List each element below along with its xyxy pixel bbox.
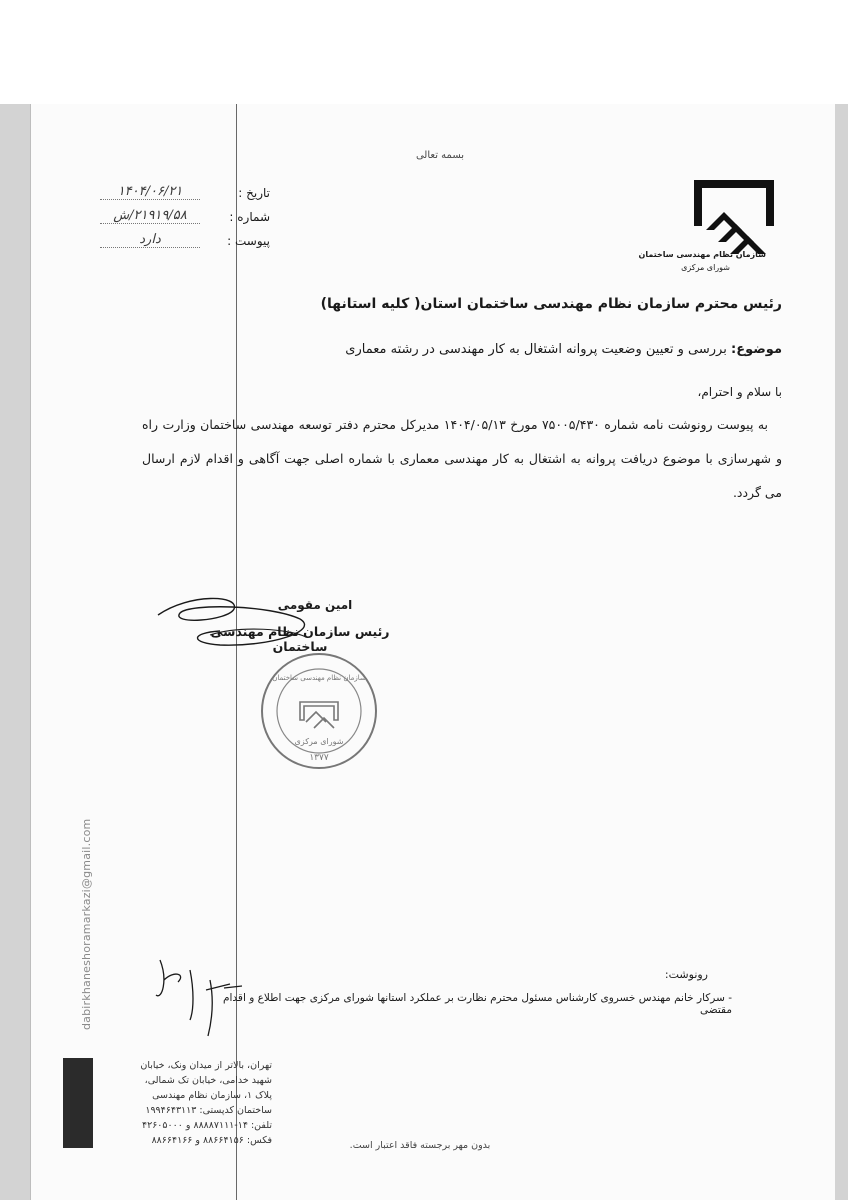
footer-address: [100, 1058, 272, 1148]
number-label: شماره :: [229, 210, 270, 224]
number-row: [100, 210, 270, 232]
signer-name: امین مقومی: [277, 598, 353, 612]
subject-text: بررسی و تعیین وضعیت پروانه اشتغال به کار مهندسی در رشته معماری: [345, 342, 727, 357]
bismillah-text: بسمه تعالی: [415, 150, 465, 161]
number-value: ۲۱۹۱۹/۵۸/ش: [100, 208, 200, 224]
side-email: dabirkhaneshoramarkazi@gmail.com: [80, 818, 93, 1030]
address-line: ساختمان کدپستی: ۱۹۹۴۶۴۳۱۱۳: [145, 1105, 272, 1116]
date-value: ۱۴۰۴/۰۶/۲۱: [100, 184, 200, 200]
footer-bar: [63, 1058, 93, 1148]
stamp-text: سازمان نظام مهندسی ساختمان: [272, 674, 366, 682]
attachment-value: دارد: [100, 232, 200, 248]
org-name: سازمان نظام مهندسی ساختمان: [638, 250, 766, 259]
address-line: شهید خدامی، خیابان تک شمالی،: [144, 1075, 272, 1086]
address-line: تلفن: ۱۴-۸۸۸۸۷۱۱۱ و ۴۲۶۰۵۰۰۰: [142, 1120, 272, 1131]
recipient-line: رئیس محترم سازمان نظام مهندسی ساختمان استان( کلیه استانها): [320, 296, 782, 312]
address-line: فکس: ۸۸۶۶۴۱۵۶ و ۸۸۶۶۴۱۶۶: [151, 1135, 272, 1146]
official-stamp-icon: [258, 650, 380, 772]
validity-note: بدون مهر برجسته فاقد اعتبار است.: [349, 1140, 491, 1151]
attachment-label: پیوست :: [227, 234, 270, 248]
stamp-sub: شورای مرکزی: [294, 737, 344, 746]
signer-title: رئیس سازمان نظام مهندسی ساختمان: [210, 624, 390, 654]
org-subtitle: شورای مرکزی: [681, 263, 730, 272]
date-row: [100, 186, 270, 208]
subject-line: [345, 342, 782, 357]
initials-scrawl-icon: [150, 940, 250, 1040]
greeting-text: با سلام و احترام،: [697, 385, 782, 399]
subject-label: موضوع:: [731, 342, 782, 357]
attachment-row: [100, 234, 270, 256]
address-line: تهران، بالاتر از میدان ونک، خیابان: [140, 1060, 272, 1071]
cc-title: رونوشت:: [664, 968, 708, 981]
date-label: تاریخ :: [238, 186, 270, 200]
address-line: پلاک ۱، سازمان نظام مهندسی: [152, 1090, 272, 1101]
cc-line: - سرکار خانم مهندس خسروی کارشناس مسئول محترم نظارت بر عملکرد استانها شورای مرکزی جهت اطلاع و اقدام مقتضی: [223, 992, 732, 1016]
stamp-year: ۱۳۷۷: [309, 753, 329, 763]
letter-body: به پیوست رونوشت نامه شماره ۷۵۰۰۵/۴۳۰ مورخ ۱۴۰۴/۰۵/۱۳ مدیرکل محترم دفتر توسعه مهندسی ساختمان وزارت راه و شهرسازی با موضوع دریافت پروانه به اشتغال به کار مهندسی معماری با شماره اصلی جهت آگاهی و اقدام لازم ارسال می گردد.: [142, 417, 782, 500]
